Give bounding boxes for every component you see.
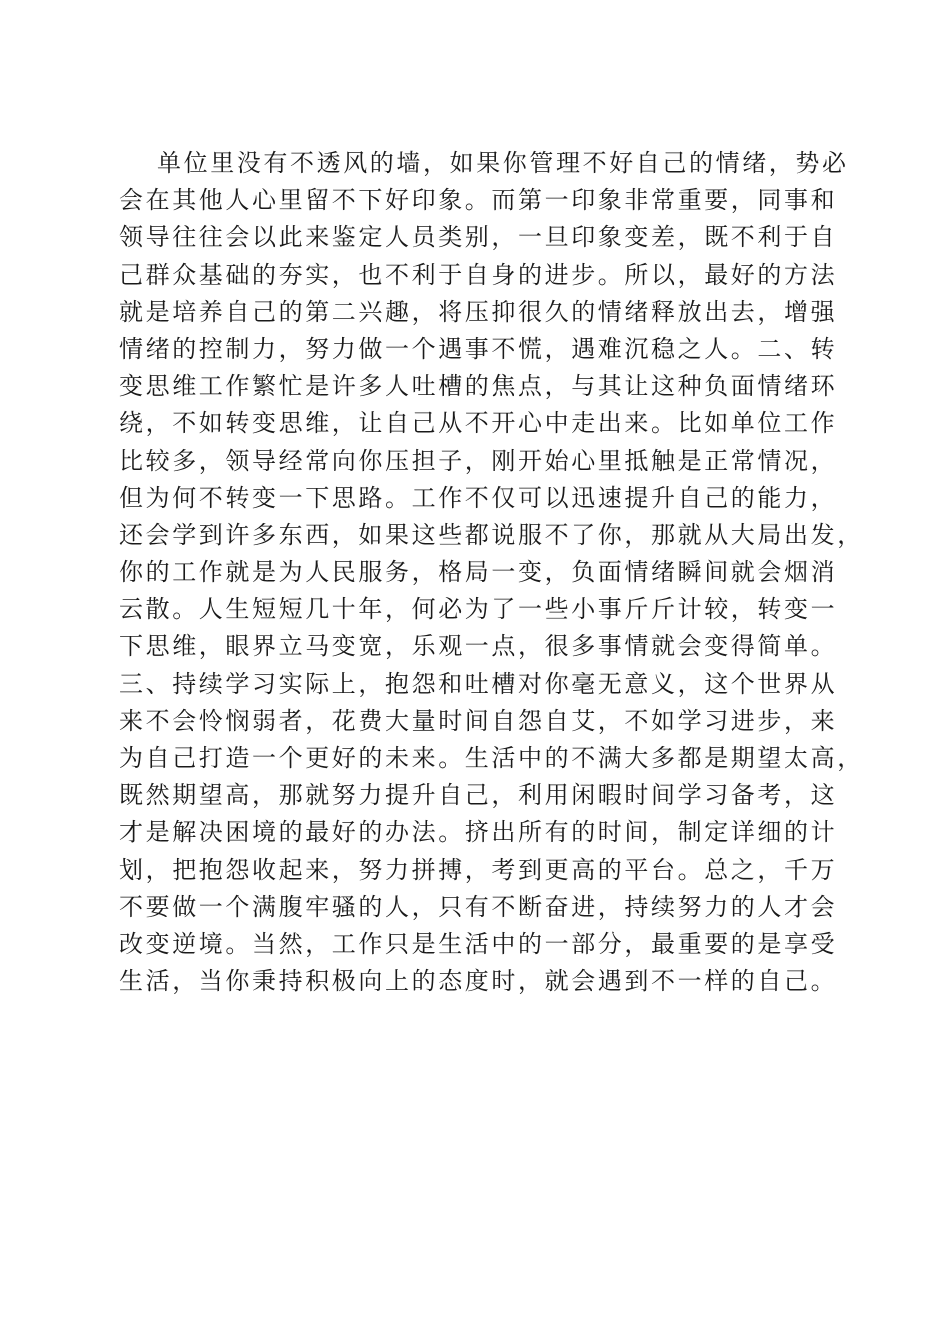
paragraph-line: 比较多，领导经常向你压担子，刚开始心里抵触是正常情况， xyxy=(119,446,838,475)
paragraph-line: 就是培养自己的第二兴趣，将压抑很久的情绪释放出去，增强 xyxy=(119,297,838,326)
paragraph-line: 单位里没有不透风的墙，如果你管理不好自己的情绪，势必 xyxy=(157,149,849,177)
paragraph-line: 绕，不如转变思维，让自己从不开心中走出来。比如单位工作 xyxy=(119,409,838,438)
paragraph-line: 既然期望高，那就努力提升自己，利用闲暇时间学习备考，这 xyxy=(119,781,838,810)
paragraph-line: 来不会怜悯弱者，花费大量时间自怨自艾，不如学习进步，来 xyxy=(119,706,838,735)
paragraph-line: 云散。人生短短几十年，何必为了一些小事斤斤计较，转变一 xyxy=(119,595,838,624)
paragraph-line: 为自己打造一个更好的未来。生活中的不满大多都是期望太高， xyxy=(119,744,864,772)
paragraph-line: 你的工作就是为人民服务，格局一变，负面情绪瞬间就会烟消 xyxy=(119,558,838,587)
paragraph-line: 己群众基础的夯实，也不利于自身的进步。所以，最好的方法 xyxy=(119,260,838,289)
paragraph-line: 会在其他人心里留不下好印象。而第一印象非常重要，同事和 xyxy=(119,186,838,215)
paragraph-line: 还会学到许多东西，如果这些都说服不了你，那就从大局出发， xyxy=(119,520,864,549)
paragraph-line: 改变逆境。当然，工作只是生活中的一部分，最重要的是享受 xyxy=(119,929,838,958)
paragraph-line: 但为何不转变一下思路。工作不仅可以迅速提升自己的能力， xyxy=(119,483,838,512)
paragraph-line: 领导往往会以此来鉴定人员类别，一旦印象变差，既不利于自 xyxy=(119,223,838,252)
paragraph-line: 三、持续学习实际上，抱怨和吐槽对你毫无意义，这个世界从 xyxy=(119,669,838,698)
paragraph-line: 划，把抱怨收起来，努力拼搏，考到更高的平台。总之，千万 xyxy=(119,855,838,884)
paragraph-line: 变思维工作繁忙是许多人吐槽的焦点，与其让这种负面情绪环 xyxy=(119,372,838,401)
paragraph-line: 情绪的控制力，努力做一个遇事不慌，遇难沉稳之人。二、转 xyxy=(119,334,838,363)
body-paragraph xyxy=(119,145,864,1000)
paragraph-line: 生活，当你秉持积极向上的态度时，就会遇到不一样的自己。 xyxy=(119,967,838,996)
paragraph-line: 下思维，眼界立马变宽，乐观一点，很多事情就会变得简单。 xyxy=(119,632,838,661)
paragraph-line: 才是解决困境的最好的办法。挤出所有的时间，制定详细的计 xyxy=(119,818,838,847)
paragraph-line: 不要做一个满腹牢骚的人，只有不断奋进，持续努力的人才会 xyxy=(119,892,838,921)
